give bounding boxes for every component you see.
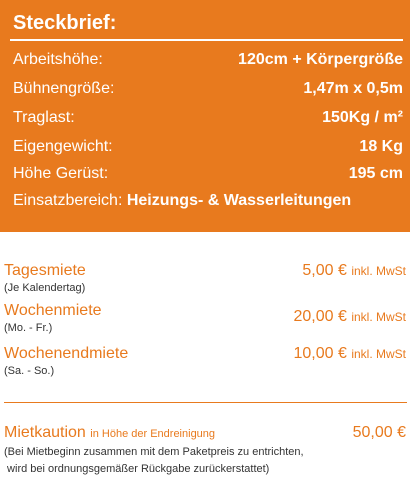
- price-period: (Sa. - So.): [4, 365, 55, 377]
- divider: [4, 402, 407, 403]
- price-amount: 10,00 €: [293, 345, 347, 362]
- spec-value: 195 cm: [348, 165, 403, 182]
- price-period: (Mo. - Fr.): [4, 322, 53, 334]
- deposit-amount: 50,00 €: [352, 424, 406, 441]
- price-tax-note: inkl. MwSt: [351, 310, 406, 324]
- deposit-name: Mietkaution: [4, 424, 86, 441]
- spec-value: Heizungs- & Wasserleitungen: [126, 192, 352, 209]
- einsatz-line: [13, 192, 351, 210]
- spec-label: Bühnengröße:: [13, 80, 115, 97]
- spec-row-hoehe-geruest: [13, 165, 403, 189]
- price-tax-note: inkl. MwSt: [351, 264, 406, 278]
- spec-row-eigengewicht: [13, 138, 403, 162]
- spec-row-einsatzbereich: [13, 192, 403, 216]
- deposit-note-line-2: wird bei ordnungsgemäßer Rückgabe zurückerstattet): [4, 463, 270, 475]
- price-amount-line: [293, 345, 406, 363]
- spec-label: Traglast:: [13, 109, 75, 126]
- title-underline: [10, 39, 403, 41]
- spec-value: 18 Kg: [359, 138, 403, 155]
- price-name: Tagesmiete: [4, 262, 86, 279]
- spec-row-buehnengroesse: [13, 80, 403, 104]
- spec-label: Eigengewicht:: [13, 138, 113, 155]
- price-name: Wochenendmiete: [4, 345, 129, 362]
- price-amount: 20,00 €: [293, 308, 347, 325]
- spec-value: 150Kg / m²: [322, 109, 403, 126]
- spec-label: Höhe Gerüst:: [13, 165, 109, 182]
- price-period: (Je Kalendertag): [4, 282, 86, 294]
- price-amount-line: [293, 308, 406, 326]
- price-amount: 5,00 €: [302, 262, 347, 279]
- steckbrief-title: Steckbrief:: [13, 12, 117, 34]
- price-tax-note: inkl. MwSt: [351, 347, 406, 361]
- steckbrief-box: [0, 0, 410, 232]
- deposit-name-line: [4, 424, 215, 442]
- spec-row-arbeitshoehe: [13, 51, 403, 75]
- price-name: Wochenmiete: [4, 302, 102, 319]
- deposit-row: [4, 424, 406, 446]
- spec-label: Einsatzbereich:: [13, 192, 123, 209]
- price-amount-line: [302, 262, 406, 280]
- spec-row-traglast: [13, 109, 403, 133]
- spec-label: Arbeitshöhe:: [13, 51, 103, 68]
- deposit-qualifier: in Höhe der Endreinigung: [90, 428, 216, 440]
- deposit-note-line-1: (Bei Mietbeginn zusammen mit dem Paketpreis zu entrichten,: [4, 446, 304, 458]
- spec-value: 1,47m x 0,5m: [303, 80, 403, 97]
- spec-value: 120cm + Körpergröße: [238, 51, 403, 68]
